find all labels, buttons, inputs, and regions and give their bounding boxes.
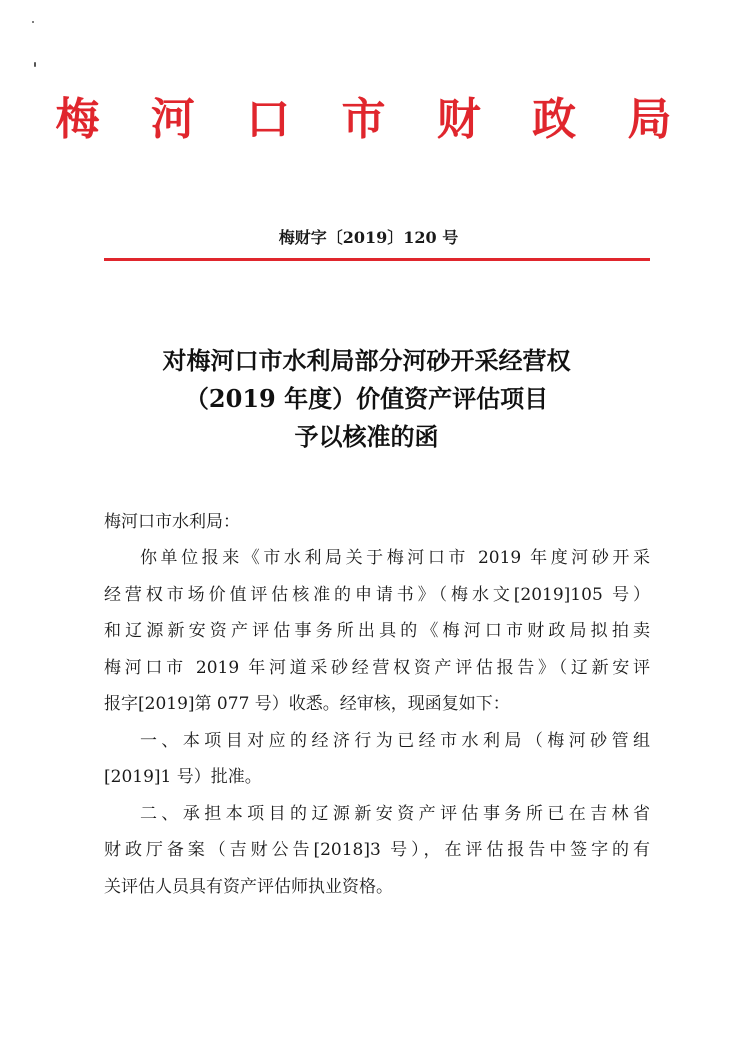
body-line: 经营权市场价值评估核准的申请书》（梅水文[2019]105 号） xyxy=(104,584,650,605)
scan-speck xyxy=(32,21,34,23)
body-line: [2019]1 号）批准。 xyxy=(104,767,262,787)
body-line: 二、承担本项目的辽源新安资产评估事务所已在吉林省 xyxy=(140,803,650,824)
masthead-org-name: 梅 河 口 市 财 政 局 xyxy=(55,94,690,145)
body-line: 你单位报来《市水利局关于梅河口市 2019 年度河砂开采 xyxy=(140,548,650,568)
title-line-1: 对梅河口市水利局部分河砂开采经营权 xyxy=(162,346,571,375)
document-title xyxy=(0,342,733,456)
body-line: 报字[2019]第 077 号）收悉。经审核，现函复如下： xyxy=(104,694,510,714)
salutation: 梅河口市水利局： xyxy=(104,512,240,532)
body-line: 梅河口市 2019 年河道采砂经营权资产评估报告》（辽新安评 xyxy=(104,657,650,678)
scan-speck xyxy=(34,62,36,67)
body-line: 和辽源新安资产评估事务所出具的《梅河口市财政局拟拍卖 xyxy=(104,621,650,641)
document-body xyxy=(104,504,650,905)
body-line: 关评估人员具有资产评估师执业资格。 xyxy=(104,876,393,897)
document-number: 梅财字〔2019〕120 号 xyxy=(278,228,459,247)
body-line: 财政厅备案（吉财公告[2018]3 号），在评估报告中签字的有 xyxy=(104,840,650,860)
title-line-3: 予以核准的函 xyxy=(294,422,439,451)
body-line: 一、本项目对应的经济行为已经市水利局（梅河砂管组 xyxy=(140,730,650,751)
title-line-2: （2019 年度）价值资产评估项目 xyxy=(184,384,549,413)
red-separator-line xyxy=(104,258,650,261)
